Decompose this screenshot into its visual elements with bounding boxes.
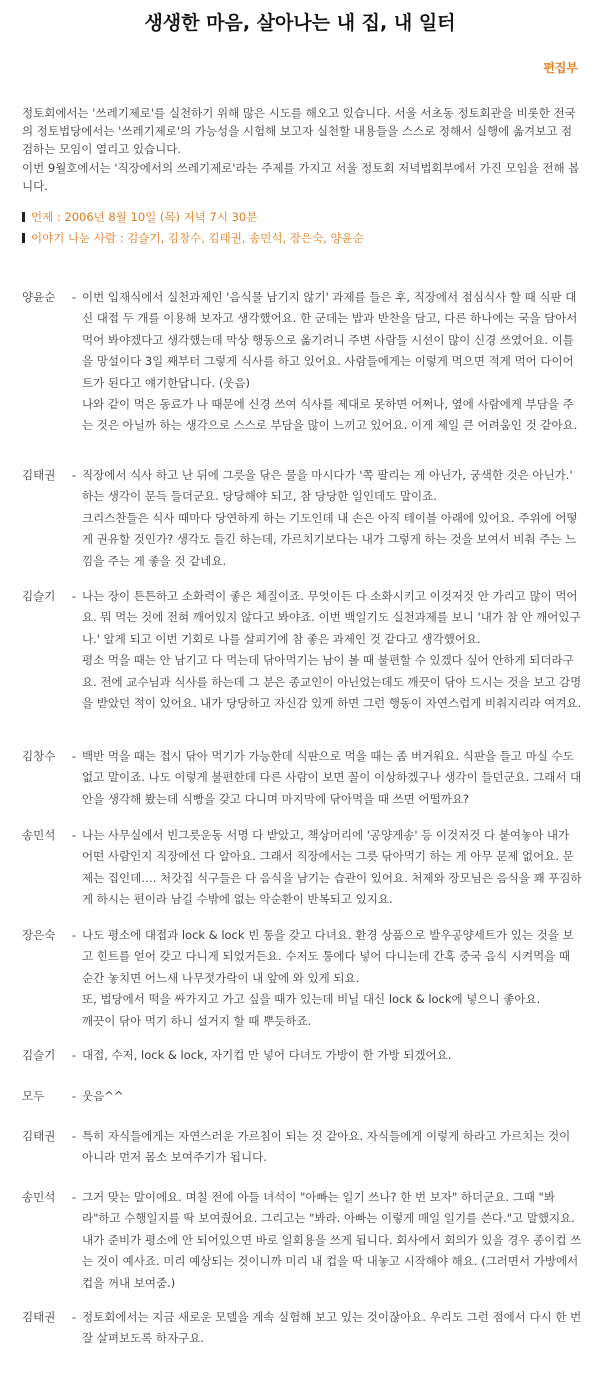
dialogue-body [82,925,582,1032]
speaker-dash: - [71,290,77,304]
dialogue-body [82,465,582,572]
speaker-name: 모두 [22,1089,45,1103]
speaker-name: 김슬기 [22,1048,56,1062]
dialogue-entry [22,1045,582,1066]
meta-people [22,229,582,247]
intro-paragraph: 정토회에서는 '쓰레기제로'를 실천하기 위해 많은 시도를 해오고 있습니다. 서울 서초동 정토회관을 비롯한 전국의 정토법당에서는 '쓰레기제로'의 가능성을 시험해 보고자 실천할 내용들을 스스로 정해서 실행에 옮겨보고 점검하는 모임이 열리고 있습니다. [22,106,576,157]
speaker-dash: - [71,589,77,603]
speaker-dash: - [71,928,77,942]
speaker-name: 김태권 [22,1129,56,1143]
dialogue-entry [22,586,582,714]
meta-people-text: 이야기 나눈 사람 : 김슬기, 김창수, 김태권, 송민석, 장은숙, 양윤순 [31,231,364,245]
dialogue-paragraph: 나도 평소에 대접과 lock & lock 빈 통을 갖고 다녀요. 환경 상품으로 발우공양세트가 있는 것을 보고 힌트를 얻어 갖고 다니게 되었거든요. 수저도 통에다 넣어 다니는데 간혹 중국 음식 시켜먹을 때 순간 놓치면 어느새 나무젓가락이 내 앞에 와 있게 되요. [82,928,574,985]
dialogue-entry [22,1126,582,1169]
article-title: 생생한 마음, 살아나는 내 집, 내 일터 [144,12,456,34]
dialogue-body [82,1126,582,1169]
speaker-name: 김태권 [22,468,56,482]
dialogue-paragraph: 나는 장이 튼튼하고 소화력이 좋은 체질이죠. 무엇이든 다 소화시키고 이것저것 안 가리고 많이 먹어요. 뭐 먹는 것에 전혀 깨어있지 않다고 봐야죠. 이번 백일기도 실천과제를 보니 '내가 참 안 깨어있구나.' 알게 되고 이번 기회로 나를 살피기에 참 좋은 과제인 것 같다고 생각했어요. [82,589,581,646]
speaker-name: 장은숙 [22,928,56,942]
dialogue-entry [22,465,582,572]
dialogue-paragraph: 평소 먹을 때는 안 남기고 다 먹는데 닦아먹기는 남이 볼 때 불편할 수 있겠다 싶어 안하게 되더라구요. 전에 교수님과 식사를 하는데 그 분은 종교인이 아닌었는데도 깨끗이 닦아 드시는 것을 보고 감명을 받았던 적이 있어요. 내가 당당하고 자신감 있게 하면 그런 행동이 자연스럽게 비춰지리라 여겨요. [82,653,582,711]
dialogue-body [82,1045,582,1066]
dialogue-entry [22,1307,582,1350]
dialogue-body [82,1086,582,1107]
meta-date-text: 언제 : 2006년 8월 10일 (목) 저녁 7시 30분 [31,210,258,224]
dialogue-entry [22,287,582,437]
dialogue-body [82,825,582,911]
dialogue-body [82,1307,582,1350]
dialogue-paragraph: 정토회에서는 지금 새로운 모델을 계속 실험해 보고 있는 것이잖아요. 우리도 그런 점에서 다시 한 번 잘 살펴보도록 하자구요. [82,1310,582,1346]
dialogue-paragraph: 백반 먹을 때는 접시 닦아 먹기가 가능한데 식판으로 먹을 때는 좀 버거워요. 식판을 들고 마실 수도 없고 말이죠. 나도 이렇게 불편한데 다른 사람이 보면 꼴이 이상하겠구나 생각이 들던군요. 그래서 대안을 생각해 봤는데 식빵을 갖고 다니며 마지막에 닦아먹을 때 쓰면 어떨까요? [82,749,582,806]
dialogue-body [82,746,582,810]
intro-paragraph: 이번 9월호에서는 '직장에서의 쓰레기제로'라는 주제를 가지고 서울 정토회 저녁법회부에서 가진 모임을 전해 봅니다. [22,160,580,193]
bullet-mark [22,233,25,243]
article-intro [22,104,582,195]
dialogue-paragraph: 나는 사무실에서 빈그릇운동 서명 다 받았고, 책상머리에 '공양게송' 등 이것저것 다 붙여놓아 내가 어떤 사람인지 직장에선 다 알아요. 그래서 직장에서는 그릇 닦아먹기 하는 게 아무 문제 없어요. 문제는 집인데…. 처갓집 식구들은 다 음식을 남기는 습관이 있어요. 처제와 장모님은 음식을 꽤 푸짐하게 하시는 편이라 남길 수밖에 없는 악순환이 반복되고 있지요. [82,828,582,907]
dialogue-paragraph: 크리스찬들은 식사 때마다 당연하게 하는 기도인데 내 손은 아직 테이블 아래에 있어요. 주위에 어떻게 권유할 것인가? 생각도 들긴 하는데, 가르치기보다는 내가 그렇게 하는 것을 보여서 비춰 주는 느낌을 주는 게 좋을 것 같네요. [82,510,578,568]
speaker-name: 송민석 [22,828,56,842]
dialogue-paragraph: 나와 같이 먹은 동료가 나 때문에 신경 쓰여 식사를 제대로 못하면 어쩌나, 옆에 사람에게 부담을 주는 것은 아닐까 하는 생각으로 스스로 부담을 많이 느끼고 있어요. 이게 제일 큰 어려움인 것 같아요. [82,397,578,433]
dialogue-paragraph: 직장에서 식사 하고 난 뒤에 그릇을 닦은 물을 마시다가 '쪽 팔리는 게 아닌가, 궁색한 것은 아닌가.' 하는 생각이 문득 들더군요. 당당해야 되고, 참 당당한 일인데도 말이죠. [82,468,573,504]
speaker-dash: - [71,1129,77,1143]
dialogue-body [82,287,582,437]
speaker-name: 양윤순 [22,290,56,304]
article-author: 편집부 [543,61,578,75]
dialogue-paragraph: 웃음^^ [82,1089,124,1103]
speaker-dash: - [71,1310,77,1324]
dialogue-body [82,1187,582,1294]
dialogue-paragraph: 이번 입재식에서 실천과제인 '음식물 남기지 않기' 과제를 들은 후, 직장에서 점심식사 할 때 식판 대신 대접 두 개를 이용해 보자고 생각했어요. 한 군데는 밥과 반찬을 담고, 다른 하나에는 국을 담아서 먹어 봐야겠다고 생각했는데 막상 행동으로 옮기려니 주변 사람들 시선이 많이 신경 쓰였어요. 이틀을 망설이다 3일 째부터 그렇게 식사를 하고 있어요. 사람들에게는 이렇게 먹으면 적게 먹어 다이어트가 된다고 얘기한답니다. (웃음) [82,290,578,390]
speaker-dash: - [71,828,77,842]
dialogue-paragraph: 대접, 수저, lock & lock, 자기컵 만 넣어 다녀도 가방이 한 가방 되겠어요. [82,1048,452,1062]
dialogue-entry [22,925,582,1032]
dialogue-entry [22,1187,582,1294]
speaker-dash: - [71,1190,77,1204]
dialogue-body [82,586,582,714]
speaker-name: 김슬기 [22,589,56,603]
dialogue-paragraph: 깨끗이 닦아 먹기 하니 설거지 할 때 뿌듯하죠. [82,1013,312,1028]
speaker-dash: - [71,1048,77,1062]
dialogue-paragraph: 특히 자식들에게는 자연스러운 가르침이 되는 것 같아요. 자식들에게 이렇게 하라고 가르치는 것이 아니라 먼저 몸소 보여주기가 됩니다. [82,1129,571,1165]
dialogue-entry [22,825,582,911]
speaker-dash: - [71,1089,77,1103]
speaker-name: 김창수 [22,749,56,763]
bullet-mark [22,212,25,222]
dialogue-paragraph: 그거 맞는 말이에요. 며칠 전에 아들 녀석이 "아빠는 일기 쓰나? 한 번 보자" 하더군요. 그때 "봐라"하고 수행일지를 딱 보여줬어요. 그리고는 "봐라. 아빠는 이렇게 매일 일기를 쓴다."고 말했지요. 내가 준비가 평소에 안 되어있으면 바로 일회용을 쓰게 됩니다. 회사에서 회의가 있을 경우 종이컵 쓰는 것이 예사죠. 미리 예상되는 것이니까 미리 내 컵을 딱 내놓고 시작해야 해요. (그러면서 가방에서 컵을 꺼내 보여줌.) [82,1190,582,1290]
speaker-name: 송민석 [22,1190,56,1204]
speaker-name: 김태권 [22,1310,56,1324]
dialogue-entry [22,746,582,810]
dialogue-paragraph: 또, 법당에서 떡을 싸가지고 가고 싶을 때가 있는데 비닐 대신 lock & lock에 넣으니 좋아요. [82,992,541,1007]
dialogue-entry [22,1086,582,1107]
speaker-dash: - [71,468,77,482]
meta-date [22,208,582,226]
speaker-dash: - [71,749,77,763]
